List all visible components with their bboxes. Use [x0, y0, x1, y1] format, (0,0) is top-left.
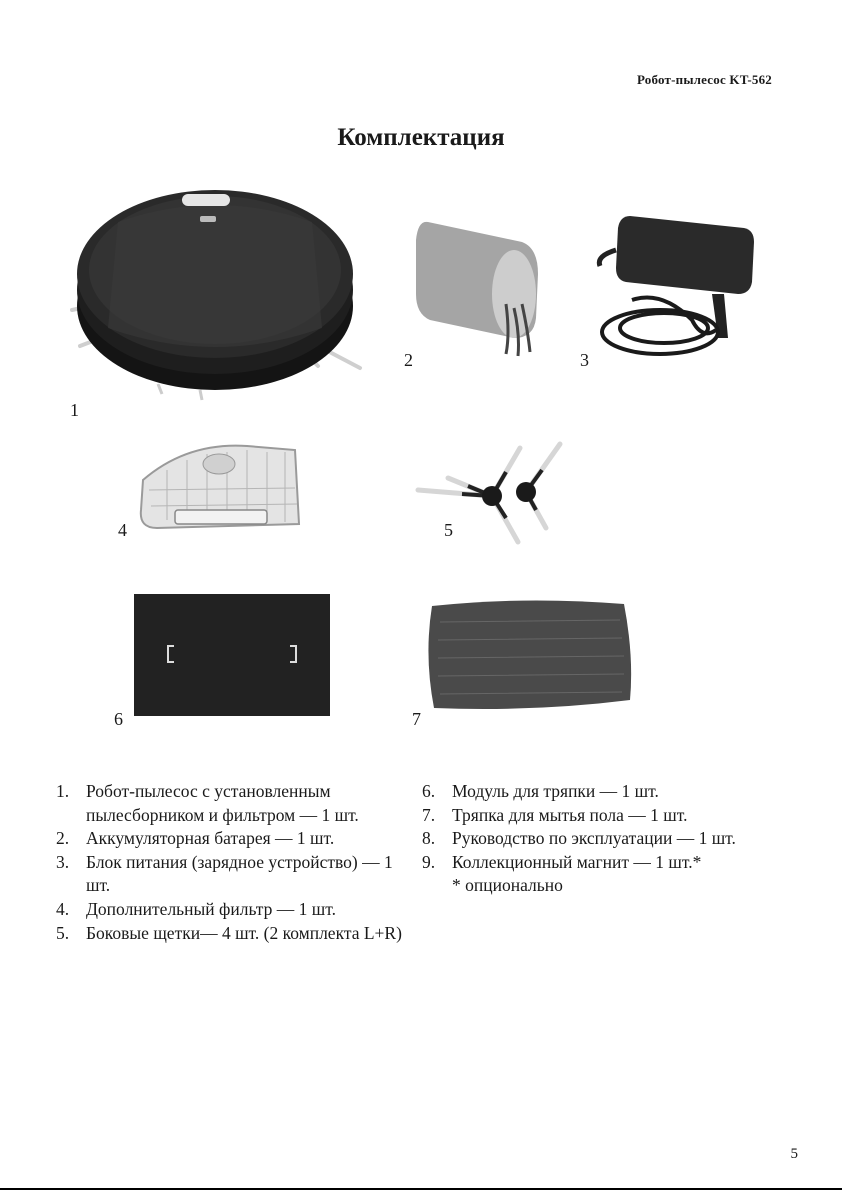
figure-label: 5: [444, 520, 453, 540]
list-text: Руководство по эксплуатации — 1 шт.: [452, 828, 736, 849]
figure-label: 7: [412, 709, 421, 729]
list-number: 8.: [422, 828, 436, 849]
list-text: Дополнительный фильтр — 1 шт.: [86, 898, 336, 919]
page-title: Комплектация: [337, 124, 505, 151]
list-item: [56, 898, 408, 922]
list-item: [56, 780, 408, 827]
list-text: Тряпка для мытья пола — 1 шт.: [452, 804, 688, 825]
page-number: 5: [790, 1146, 798, 1162]
figure-label: 1: [70, 400, 79, 420]
list-item: [422, 804, 782, 828]
list-item: [422, 851, 782, 875]
list-item: [56, 922, 408, 946]
list-item: [422, 780, 782, 804]
figure-label: 3: [580, 350, 589, 370]
list-text: Робот-пылесос с установленным пылесборником и фильтром — 1 шт.: [86, 781, 359, 825]
list-number: 6.: [422, 781, 436, 801]
list-number: 5.: [56, 922, 70, 943]
list-text: Модуль для тряпки — 1 шт.: [452, 781, 659, 801]
filter-image: [137, 440, 303, 536]
list-item: [56, 851, 408, 898]
robot-vacuum-image: [60, 178, 370, 403]
page-bottom-rule: [0, 1188, 842, 1190]
figure-label: 4: [118, 520, 127, 540]
list-number: 9.: [422, 851, 436, 872]
mop-cloth-image: [424, 596, 636, 716]
list-text: Коллекционный магнит — 1 шт.*: [452, 851, 702, 872]
contents-list-left: [56, 780, 408, 945]
list-text: Блок питания (зарядное устройство) — 1 шт.: [86, 851, 393, 896]
battery-image: [410, 214, 545, 359]
footnote: * опционально: [452, 875, 563, 896]
contents-list-right: [422, 780, 782, 898]
mop-module-image: [134, 594, 332, 718]
running-header: Робот-пылесос KT-562: [636, 72, 772, 87]
list-number: 1.: [56, 781, 70, 801]
charger-image: [592, 210, 764, 375]
figure-label: 2: [404, 350, 413, 370]
list-item: [56, 827, 408, 851]
list-item: [422, 827, 782, 851]
list-number: 7.: [422, 804, 436, 825]
figure-label: 6: [114, 709, 123, 729]
side-brushes-image: [408, 432, 578, 556]
list-number: 4.: [56, 898, 70, 919]
list-number: 3.: [56, 851, 70, 872]
list-number: 2.: [56, 828, 70, 849]
list-text: Аккумуляторная батарея — 1 шт.: [86, 828, 335, 849]
list-text: Боковые щетки— 4 шт. (2 комплекта L+R): [86, 922, 402, 943]
